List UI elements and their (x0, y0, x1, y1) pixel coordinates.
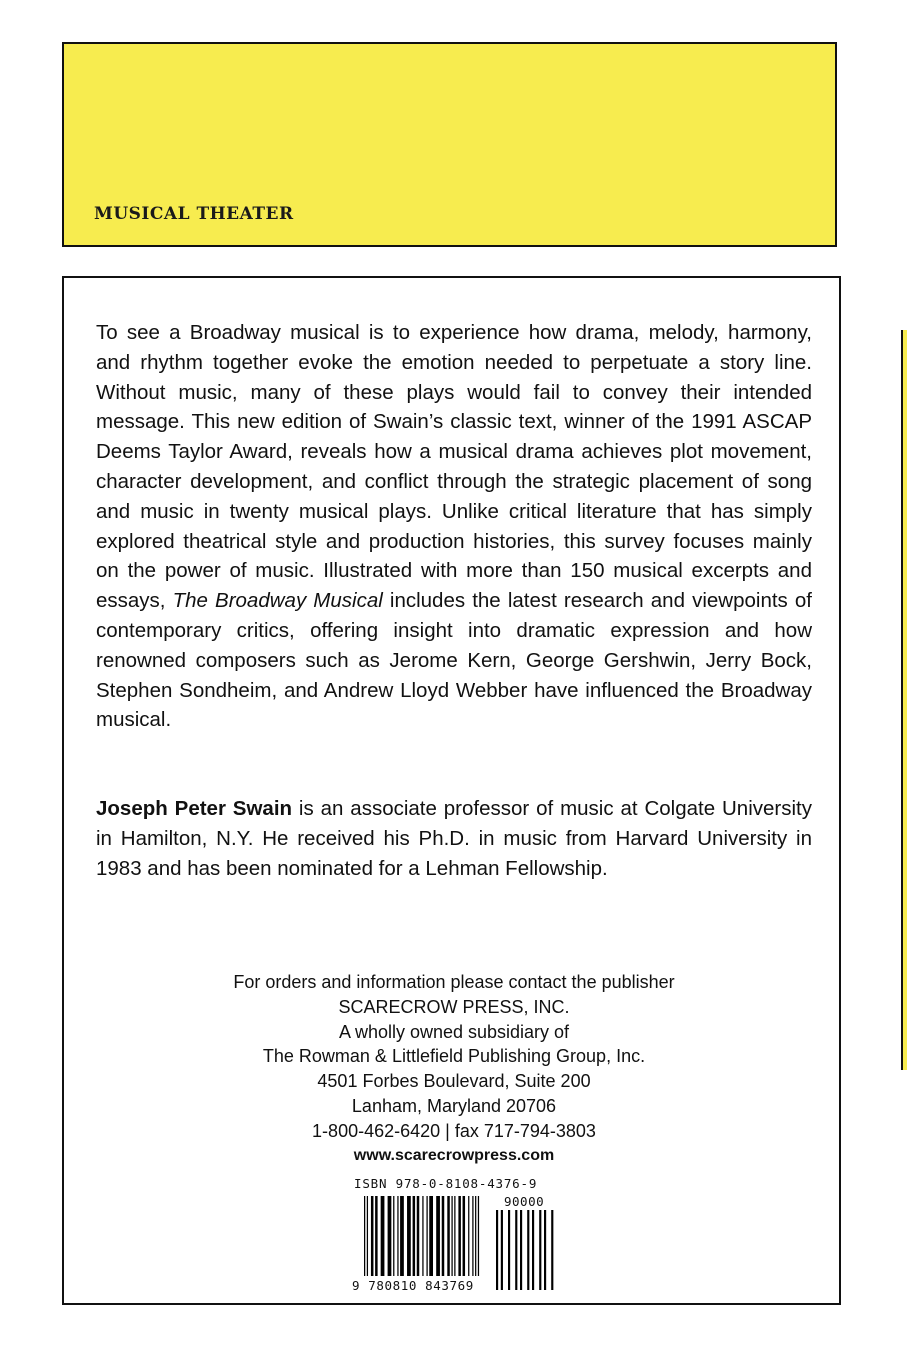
barcode-bar (426, 1196, 427, 1276)
barcode-bar (417, 1196, 420, 1276)
book-title: The Broadway Musical (172, 589, 383, 613)
publisher-name: SCARECROW PRESS, INC. (338, 996, 570, 1017)
publisher-phone: 1-800-462-6420 | fax 717-794-3803 (312, 1120, 596, 1141)
author-bio-text: is an associate professor of music at Colgate University in Hamilton, N.Y. He received his Ph.D. in music from Harvard University in 1983 and has been nominated for a Lehman Fellowship. (96, 797, 812, 880)
barcode-bar (429, 1196, 433, 1276)
barcode-bar (478, 1196, 479, 1276)
publisher-address-2: Lanham, Maryland 20706 (351, 1095, 557, 1116)
barcode-bar (539, 1210, 541, 1290)
barcode-bar (454, 1196, 455, 1276)
barcode-bar (458, 1196, 461, 1276)
barcode-bar (381, 1196, 385, 1276)
barcode-bar (447, 1196, 450, 1276)
content-panel (62, 276, 841, 1305)
barcode-bar (463, 1196, 466, 1276)
barcode-bar (367, 1196, 368, 1276)
barcode-bar (407, 1196, 411, 1276)
barcode-bar (501, 1210, 503, 1290)
publisher-contact-line: For orders and information please contact the publisher (233, 972, 675, 992)
spine-edge-strip (901, 330, 907, 1070)
price-code: 90000 (504, 1194, 545, 1209)
barcode-bar (508, 1210, 510, 1290)
addon-bars (496, 1210, 553, 1290)
ean-bars (364, 1196, 479, 1276)
barcode-bar (442, 1196, 445, 1276)
ean-digits: 9 780810 843769 (352, 1278, 474, 1293)
barcode-bar (515, 1210, 517, 1290)
barcode-bar (371, 1196, 374, 1276)
barcode-bar (544, 1210, 546, 1290)
header-panel (62, 42, 837, 247)
author-bio (96, 794, 812, 884)
publisher-website[interactable]: www.scarecrowpress.com (353, 1146, 555, 1164)
barcode-bar (422, 1196, 423, 1276)
barcode (350, 1176, 562, 1296)
barcode-bar (397, 1196, 398, 1276)
description-text-2: includes the latest research and viewpoints of contemporary critics, offering insight into dramatic expression and how renowned composers such as Jerome Kern, George Gershwin, Jerry Bock, Stephen Sondheim, and Andrew Lloyd Webber have influenced the Broadway musical. (96, 589, 812, 732)
barcode-bar (451, 1196, 452, 1276)
barcode-bar (413, 1196, 416, 1276)
barcode-bar (468, 1196, 469, 1276)
publisher-address-1: 4501 Forbes Boulevard, Suite 200 (317, 1071, 591, 1092)
barcode-bar (400, 1196, 404, 1276)
barcode-bar (393, 1196, 394, 1276)
barcode-bar (551, 1210, 553, 1290)
author-name: Joseph Peter Swain (96, 797, 293, 820)
book-description (96, 318, 812, 735)
barcode-bar (472, 1196, 473, 1276)
isbn-label: ISBN 978-0-8108-4376-9 (354, 1176, 538, 1191)
barcode-bar (364, 1196, 365, 1276)
publisher-parent: The Rowman & Littlefield Publishing Group, Inc. (262, 1046, 646, 1067)
barcode-bar (496, 1210, 498, 1290)
publisher-info (96, 970, 812, 1168)
description-text-1: To see a Broadway musical is to experience how drama, melody, harmony, and rhythm together evoke the emotion needed to perpetuate a story line. Without music, many of these plays would fail to convey their intended message. This new edition of Swain’s classic text, winner of the 1991 ASCAP Deems Taylor Award, reveals how a musical drama achieves plot movement, character development, and conflict through the strategic placement of song and music in twenty musical plays. Unlike critical literature that has simply explored theatrical style and production histories, this survey focuses mainly on the power of music. Illustrated with more than 150 musical excerpts and essays, (96, 321, 812, 613)
barcode-bar (527, 1210, 529, 1290)
barcode-bar (475, 1196, 476, 1276)
barcode-bar (388, 1196, 392, 1276)
publisher-subsidiary-line: A wholly owned subsidiary of (338, 1021, 570, 1042)
category-label: MUSICAL THEATER (94, 204, 294, 224)
barcode-bar (520, 1210, 522, 1290)
barcode-bar (532, 1210, 534, 1290)
barcode-bar (375, 1196, 378, 1276)
barcode-bar (436, 1196, 440, 1276)
